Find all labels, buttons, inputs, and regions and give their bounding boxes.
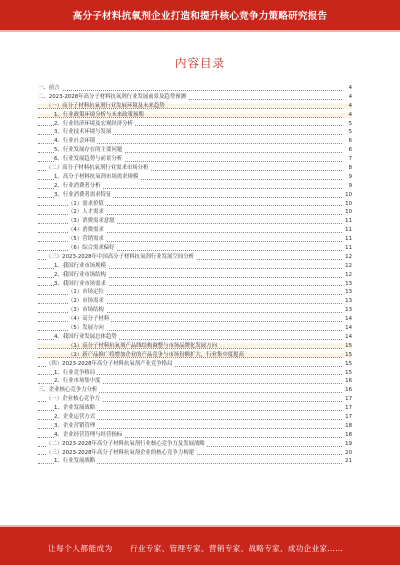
- toc-page-number: 14: [342, 333, 352, 342]
- toc-entry-title: （三）2023-2028年中国高分子材料抗氧剂行业发展空间分析: [46, 253, 194, 260]
- footer-services: 行业专家、管理专家、营销专家、战略专家、成功企业家……: [130, 544, 344, 553]
- toc-entry[interactable]: [38, 235, 352, 244]
- toc-entry[interactable]: [38, 386, 352, 395]
- toc-entry-title: 2、行业消费者分析: [54, 182, 101, 189]
- toc-entry-title: 1、我国行业市场规模: [54, 262, 106, 269]
- toc-page-number: 11: [342, 244, 352, 253]
- toc-entry-title: 二、2023-2028年高分子材料抗氧剂行业发展前景及趋势预测: [38, 93, 186, 100]
- toc-page-number: 12: [342, 262, 352, 271]
- toc-page-number: 15: [345, 351, 352, 358]
- toc-page-number: 10: [342, 208, 352, 217]
- toc-page-number: 16: [342, 386, 352, 395]
- toc-entry[interactable]: [38, 377, 352, 386]
- toc-entry[interactable]: [38, 191, 352, 200]
- toc-entry[interactable]: [38, 422, 352, 431]
- toc-entry-title: 1、行业竞争格局: [54, 369, 96, 376]
- toc-page-number: 18: [342, 431, 352, 440]
- toc-entry-title: （4）高分子材料: [68, 316, 110, 323]
- toc-page-number: 21: [342, 457, 352, 466]
- toc-entry-title: （1）高分子材料抗氧剂产品线结构调整与市场品牌化发展方向: [68, 342, 217, 349]
- toc-page-number: 11: [342, 235, 352, 244]
- toc-entry-title: （4）消费需求: [68, 227, 104, 234]
- toc-entry[interactable]: [38, 84, 352, 93]
- toc-entry-title: 6、行业发展趋势与前景分析: [54, 156, 123, 163]
- header-bar: [0, 0, 400, 30]
- toc-entry-title: （三）2023-2028年高分子材料抗氧剂企业的核心竞争力构建: [46, 449, 194, 456]
- toc-entry[interactable]: [38, 137, 352, 146]
- toc-page-number: 17: [342, 404, 352, 413]
- toc-page-number: 6: [342, 137, 352, 146]
- toc-entry[interactable]: [38, 111, 352, 120]
- toc-entry-title: （3）消费需求意愿: [68, 218, 115, 225]
- toc-entry[interactable]: [38, 244, 352, 253]
- toc-entry-title: （1）需求价值: [68, 200, 104, 207]
- toc-entry[interactable]: [38, 271, 352, 280]
- toc-entry[interactable]: [38, 360, 352, 369]
- toc-entry[interactable]: [38, 208, 352, 217]
- toc-entry-title: 三、企业核心竞争力分析: [38, 387, 98, 394]
- table-of-contents: [38, 84, 352, 518]
- toc-entry[interactable]: [38, 280, 352, 289]
- toc-entry-title: （3）市场结构: [68, 307, 104, 314]
- toc-entry[interactable]: [38, 395, 352, 404]
- toc-entry-title: （2）人才需求: [68, 209, 104, 216]
- toc-page-number: 13: [342, 306, 352, 315]
- toc-entry-title: （6）综合需求偏好: [68, 245, 115, 252]
- toc-page-number: 6: [342, 146, 352, 155]
- toc-page-number: 15: [342, 360, 352, 369]
- toc-entry[interactable]: [38, 315, 352, 324]
- toc-entry-title: 4、企业经营管理与经营指标: [54, 431, 123, 438]
- toc-entry-title: 5、行业发展存在的主要问题: [54, 147, 123, 154]
- toc-page-number: 4: [348, 111, 352, 118]
- toc-entry-title: （5）发展方向: [68, 325, 104, 332]
- toc-entry-title: 3、企业营销管理: [54, 422, 96, 429]
- toc-entry-title: 3、行业消费者需求特征: [54, 191, 112, 198]
- footer-slogan: 让每个人都能成为: [48, 544, 113, 553]
- toc-entry[interactable]: [38, 155, 352, 164]
- toc-entry-title: （二）2023-2028年高分子材料抗氧剂行业核心竞争力及发展战略: [46, 440, 205, 447]
- toc-entry[interactable]: [38, 164, 352, 173]
- toc-entry-title: 4、我国行业发展总体趋势: [54, 333, 117, 340]
- toc-page-number: 4: [342, 84, 352, 93]
- toc-entry[interactable]: [38, 182, 352, 191]
- toc-entry[interactable]: [38, 288, 352, 297]
- toc-entry-title: （5）营销需求: [68, 236, 104, 243]
- toc-entry-title: （2）市场需求: [68, 298, 104, 305]
- toc-page-number: 13: [342, 288, 352, 297]
- toc-entry-title: 1、企业发展战略: [54, 405, 96, 412]
- toc-page-number: 18: [342, 422, 352, 431]
- toc-entry-title: 2、企业运营方式: [54, 413, 96, 420]
- toc-entry[interactable]: [38, 351, 352, 360]
- toc-entry[interactable]: [38, 93, 352, 102]
- toc-page-number: 11: [342, 217, 352, 226]
- toc-entry-title: 4、行业社会环境: [54, 138, 96, 145]
- toc-entry-title: 1、行业发展战略: [54, 458, 96, 465]
- toc-page-number: 11: [342, 226, 352, 235]
- toc-entry[interactable]: [38, 146, 352, 155]
- toc-entry[interactable]: [38, 342, 352, 351]
- toc-entry-title: 2、行业经济环境及宏观经济分析: [54, 120, 133, 127]
- toc-entry-title: （二）高分子材料抗氧剂行业需求市场分析: [46, 165, 149, 172]
- toc-entry-title: （四）2023-2028年高分子材料抗氧剂产业竞争格局: [46, 360, 173, 367]
- toc-entry[interactable]: [38, 173, 352, 182]
- toc-entry[interactable]: [38, 217, 352, 226]
- toc-entry-title: 1、行业政策环境分析与未来政策预期: [54, 111, 144, 118]
- toc-page-number: 10: [342, 200, 352, 209]
- toc-entry-title: （1）市场定位: [68, 289, 104, 296]
- toc-entry[interactable]: [38, 306, 352, 315]
- toc-entry[interactable]: [38, 128, 352, 137]
- toc-entry-title: （一）企业核心竞争力: [46, 396, 100, 403]
- toc-entry[interactable]: [38, 369, 352, 378]
- toc-entry[interactable]: [38, 457, 352, 466]
- toc-page-number: 13: [342, 297, 352, 306]
- toc-entry[interactable]: [38, 413, 352, 422]
- toc-page-number: 9: [342, 173, 352, 182]
- toc-entry[interactable]: [38, 226, 352, 235]
- toc-page-number: 14: [342, 315, 352, 324]
- toc-entry-title: 3、我国行业市场需求: [54, 280, 106, 287]
- toc-entry[interactable]: [38, 440, 352, 449]
- toc-page-number: 14: [342, 324, 352, 333]
- toc-page-number: 4: [348, 102, 352, 109]
- footer-bar: [0, 527, 400, 565]
- toc-page-number: 4: [342, 93, 352, 102]
- toc-page-number: 19: [342, 440, 352, 449]
- toc-page-number: 7: [342, 155, 352, 164]
- toc-page-number: 17: [342, 413, 352, 422]
- toc-page-number: 12: [342, 271, 352, 280]
- toc-entry[interactable]: [38, 102, 352, 111]
- toc-entry-title: （2）新产品推广将增加企业的产品竞争与市场份额扩大，行业集中度提高: [68, 351, 244, 358]
- toc-page-number: 17: [342, 395, 352, 404]
- toc-page-number: 8: [342, 164, 352, 173]
- toc-page-number: 10: [342, 191, 352, 200]
- toc-dot-leader: [38, 90, 342, 91]
- toc-entry[interactable]: [38, 324, 352, 333]
- toc-page-number: 15: [342, 369, 352, 378]
- toc-page-number: 5: [342, 120, 352, 129]
- toc-page-number: 20: [342, 449, 352, 458]
- toc-entry[interactable]: [38, 262, 352, 271]
- toc-entry[interactable]: [38, 253, 352, 262]
- toc-entry-title: 2、行业市场集中度: [54, 378, 101, 385]
- toc-entry[interactable]: [38, 297, 352, 306]
- toc-entry-title: 3、行业技术环境与发展: [54, 129, 112, 136]
- toc-entry-title: 一、前言: [38, 85, 60, 91]
- toc-page-number: 13: [342, 280, 352, 289]
- toc-page-number: 12: [342, 253, 352, 262]
- toc-page-number: 16: [342, 377, 352, 386]
- toc-entry[interactable]: [38, 404, 352, 413]
- toc-entry[interactable]: [38, 200, 352, 209]
- toc-entry[interactable]: [38, 449, 352, 458]
- report-title: 高分子材料抗氧剂企业打造和提升核心竞争力策略研究报告: [72, 11, 328, 22]
- header-divider: [0, 30, 400, 32]
- toc-heading: 内容目录: [175, 56, 225, 70]
- toc-entry-title: （一）高分子材料抗氧剂行业发展环境及未来趋势: [46, 102, 165, 109]
- toc-entry[interactable]: [38, 431, 352, 440]
- toc-page-number: 15: [345, 342, 352, 349]
- toc-page-number: 9: [342, 182, 352, 191]
- toc-page-number: 5: [342, 128, 352, 137]
- toc-entry-title: 2、我国行业市场结构: [54, 271, 106, 278]
- toc-entry[interactable]: [38, 120, 352, 129]
- toc-entry[interactable]: [38, 333, 352, 342]
- toc-entry-title: 1、高分子材料抗氧剂市场需求规模: [54, 173, 139, 180]
